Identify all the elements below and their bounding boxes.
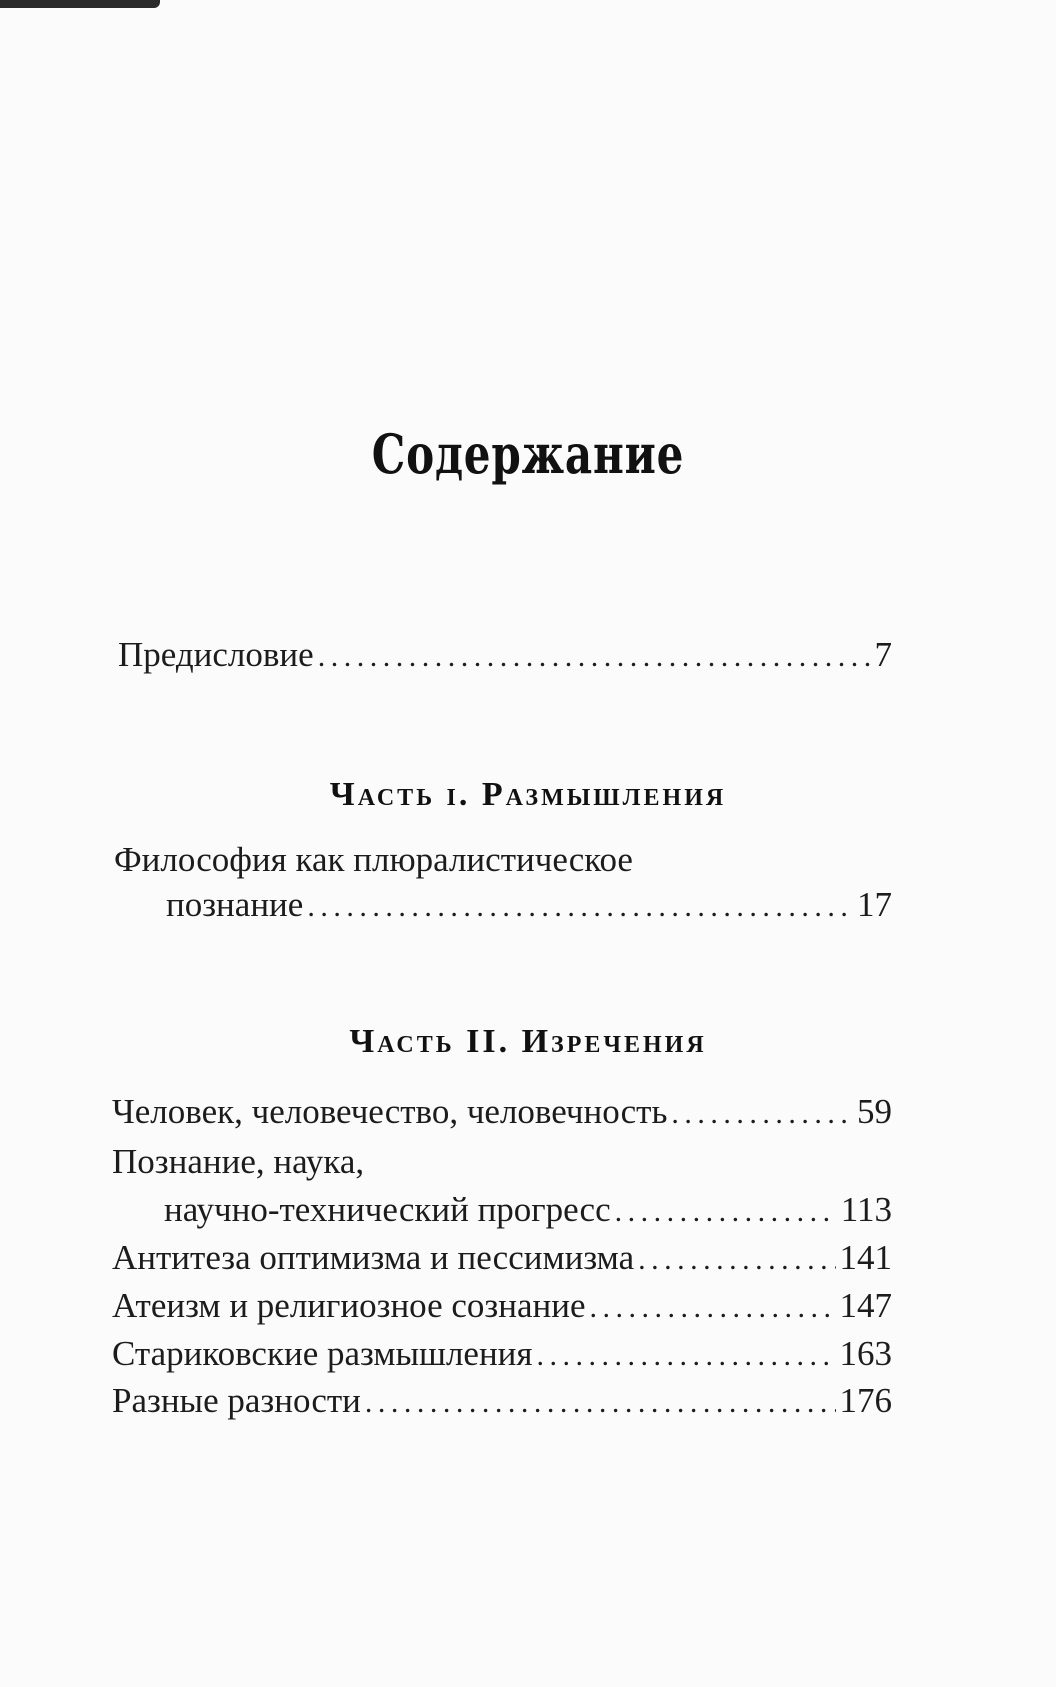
toc-entry-atheism[interactable] [112, 1286, 892, 1328]
corner-scan-mark [0, 0, 160, 8]
toc-entry-label: Разные разности [112, 1381, 361, 1420]
toc-page-number: 7 [874, 635, 892, 674]
dot-leader [615, 1192, 837, 1232]
toc-page-number: 147 [839, 1286, 892, 1325]
toc-page-number: 17 [857, 885, 892, 924]
toc-page-number: 113 [840, 1190, 892, 1229]
dot-leader [318, 637, 871, 677]
dot-leader [638, 1240, 835, 1280]
dot-leader [590, 1288, 836, 1328]
toc-page-number: 141 [839, 1238, 892, 1277]
toc-entry-label: Предисловие [118, 635, 314, 674]
toc-entry-label: познание [166, 885, 304, 924]
toc-page-number: 176 [839, 1381, 892, 1420]
toc-entry-knowledge[interactable] [164, 1190, 892, 1232]
part-heading-1: Часть i. Размышления [329, 776, 727, 813]
dot-leader [365, 1383, 836, 1423]
toc-entry-line[interactable]: Познание, наука, [112, 1142, 365, 1181]
toc-entry-preface[interactable] [118, 635, 892, 677]
toc-entry-human[interactable] [112, 1092, 892, 1134]
dot-leader [537, 1336, 836, 1376]
toc-entry-label: Стариковские размышления [112, 1334, 533, 1373]
toc-entry-label: Человек, человечество, человечность [112, 1092, 668, 1131]
toc-page-number: 163 [839, 1334, 892, 1373]
toc-entry-antithesis[interactable] [112, 1238, 892, 1280]
toc-entry-line[interactable]: Философия как плюралистическое [114, 840, 633, 879]
part-heading-2: Часть II. Изречения [349, 1023, 707, 1060]
toc-entry-elderly[interactable] [112, 1334, 892, 1376]
toc-page-number: 59 [857, 1092, 892, 1131]
toc-entry-label: Атеизм и религиозное сознание [112, 1286, 586, 1325]
toc-entry-label: Антитеза оптимизма и пессимизма [112, 1238, 635, 1277]
toc-entry-philosophy[interactable] [166, 885, 892, 927]
page-title: Содержание [371, 422, 685, 486]
toc-entry-miscellany[interactable] [112, 1381, 892, 1423]
dot-leader [671, 1094, 853, 1134]
dot-leader [307, 887, 853, 927]
toc-entry-label: научно-технический прогресс [164, 1190, 611, 1229]
